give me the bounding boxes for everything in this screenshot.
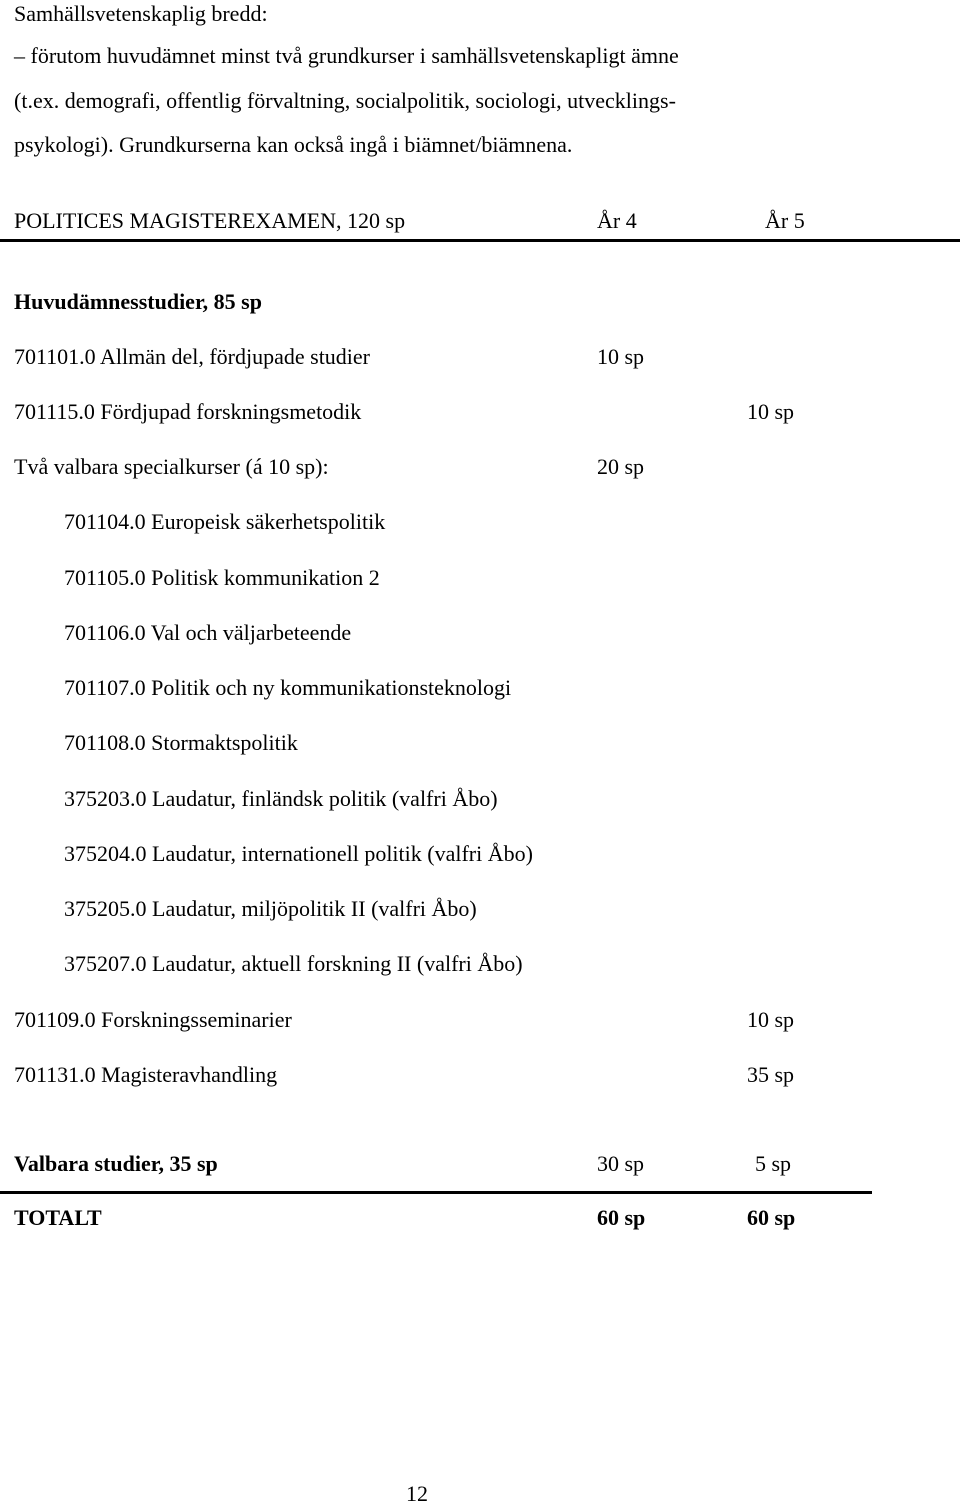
special-course-item: 701106.0 Val och väljarbeteende (64, 620, 352, 645)
special-course-item: 375205.0 Laudatur, miljöpolitik II (valfri Åbo) (64, 896, 477, 921)
intro-line: (t.ex. demografi, offentlig förvaltning, socialpolitik, sociologi, utvecklings- (14, 88, 676, 113)
degree-title: POLITICES MAGISTEREXAMEN, 120 sp (14, 208, 406, 233)
course-row-label: 701131.0 Magisteravhandling (14, 1062, 278, 1087)
intro-line: psykologi). Grundkurserna kan också ingå i biämnet/biämnena. (14, 132, 573, 157)
special-course-item: 701105.0 Politisk kommunikation 2 (64, 565, 380, 590)
page-number: 12 (406, 1481, 428, 1506)
course-row-label: 701109.0 Forskningsseminarier (14, 1007, 292, 1032)
course-row-year4: 10 sp (597, 344, 645, 369)
elective-year4: 30 sp (597, 1151, 645, 1176)
special-course-item: 375204.0 Laudatur, internationell politik (valfri Åbo) (64, 841, 533, 866)
course-row-year5: 35 sp (747, 1062, 795, 1087)
course-row-label: 701115.0 Fördjupad forskningsmetodik (14, 399, 362, 424)
special-course-item: 701108.0 Stormaktspolitik (64, 730, 298, 755)
course-row-year4: 20 sp (597, 454, 645, 479)
column-header-year5: År 5 (765, 208, 805, 233)
header-divider (0, 239, 960, 242)
elective-year5: 5 sp (755, 1151, 792, 1176)
total-year4: 60 sp (597, 1205, 646, 1230)
section-heading-major: Huvudämnesstudier, 85 sp (14, 289, 262, 314)
course-row-label: Två valbara specialkurser (á 10 sp): (14, 454, 329, 479)
special-course-item: 375203.0 Laudatur, finländsk politik (valfri Åbo) (64, 786, 498, 811)
column-header-year4: År 4 (597, 208, 637, 233)
intro-heading: Samhällsvetenskaplig bredd: (14, 1, 268, 26)
special-course-item: 701107.0 Politik och ny kommunikationsteknologi (64, 675, 512, 700)
intro-line: – förutom huvudämnet minst två grundkurser i samhällsvetenskapligt ämne (14, 43, 679, 68)
special-course-item: 701104.0 Europeisk säkerhetspolitik (64, 509, 386, 534)
total-divider (0, 1191, 872, 1194)
special-course-item: 375207.0 Laudatur, aktuell forskning II (valfri Åbo) (64, 951, 523, 976)
course-row-year5: 10 sp (747, 1007, 795, 1032)
elective-label: Valbara studier, 35 sp (14, 1151, 218, 1176)
course-row-year5: 10 sp (747, 399, 795, 424)
course-row-label: 701101.0 Allmän del, fördjupade studier (14, 344, 371, 369)
total-label: TOTALT (14, 1205, 102, 1230)
total-year5: 60 sp (747, 1205, 796, 1230)
